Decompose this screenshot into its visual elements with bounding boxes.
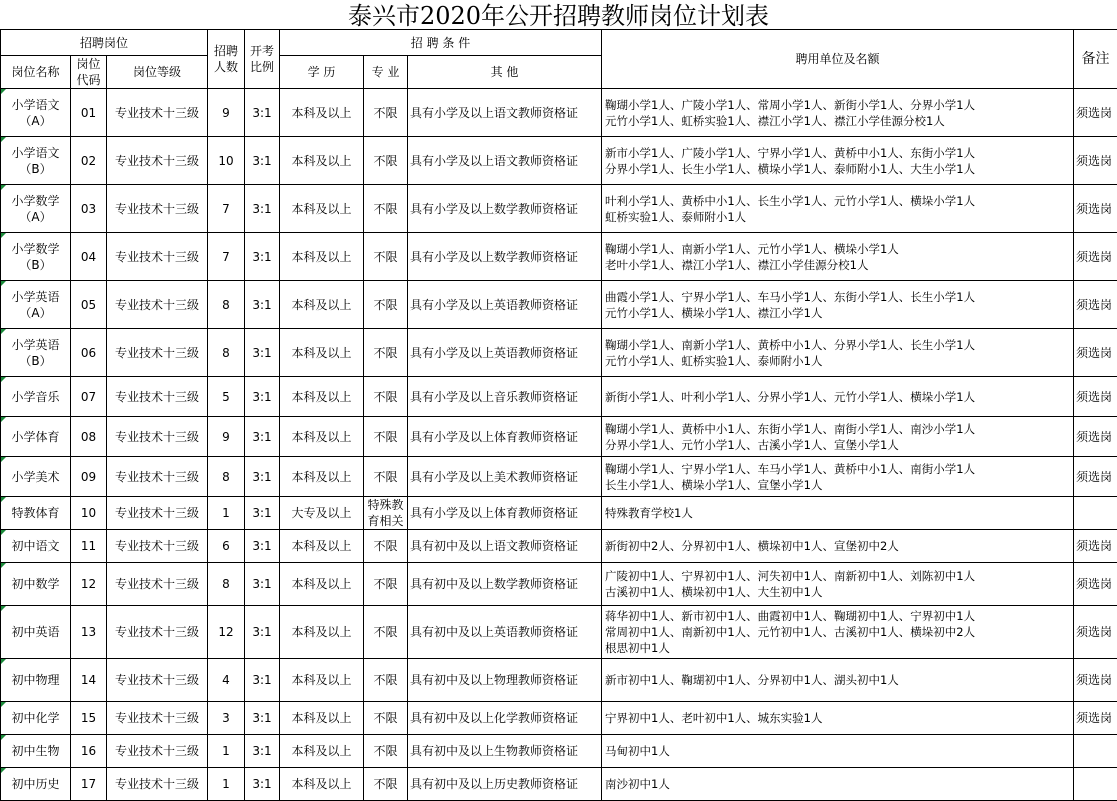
hire-count-cell: 6: [208, 530, 245, 563]
header-other: 其 他: [408, 56, 602, 89]
position-name-cell: 初中化学: [1, 702, 71, 735]
major-requirement-cell: 特殊教 育相关: [364, 497, 408, 530]
position-code-cell: 15: [71, 702, 107, 735]
employer-units-cell: 鞠瑚小学1人、宁界小学1人、车马小学1人、黄桥中小1人、南街小学1人 长生小学1人、横垛小学1人、宣堡小学1人: [602, 457, 1074, 497]
other-requirement-cell: 具有初中及以上生物教师资格证: [408, 735, 602, 768]
remark-cell: 须选岗: [1074, 185, 1117, 233]
position-name-cell: 初中生物: [1, 735, 71, 768]
other-requirement-cell: 具有小学及以上英语教师资格证: [408, 281, 602, 329]
position-name-cell: 初中物理: [1, 659, 71, 702]
hire-count-cell: 5: [208, 377, 245, 417]
education-requirement-cell: 本科及以上: [280, 563, 364, 606]
position-level-cell: 专业技术十三级: [107, 185, 208, 233]
exam-ratio-cell: 3:1: [245, 89, 280, 137]
remark-cell: 须选岗: [1074, 281, 1117, 329]
hire-count-cell: 1: [208, 735, 245, 768]
education-requirement-cell: 本科及以上: [280, 377, 364, 417]
hire-count-cell: 8: [208, 563, 245, 606]
other-requirement-cell: 具有小学及以上数学教师资格证: [408, 185, 602, 233]
header-position-level: 岗位等级: [107, 56, 208, 89]
major-requirement-cell: 不限: [364, 89, 408, 137]
education-requirement-cell: 本科及以上: [280, 530, 364, 563]
major-requirement-cell: 不限: [364, 563, 408, 606]
other-requirement-cell: 具有小学及以上语文教师资格证: [408, 137, 602, 185]
position-name-cell: 小学英语 （B）: [1, 329, 71, 377]
education-requirement-cell: 本科及以上: [280, 281, 364, 329]
hire-count-cell: 4: [208, 659, 245, 702]
position-name-cell: 小学体育: [1, 417, 71, 457]
remark-cell: 须选岗: [1074, 89, 1117, 137]
employer-units-cell: 新市初中1人、鞠瑚初中1人、分界初中1人、湖头初中1人: [602, 659, 1074, 702]
exam-ratio-cell: 3:1: [245, 530, 280, 563]
position-level-cell: 专业技术十三级: [107, 530, 208, 563]
remark-cell: 须选岗: [1074, 377, 1117, 417]
education-requirement-cell: 本科及以上: [280, 659, 364, 702]
exam-ratio-cell: 3:1: [245, 281, 280, 329]
position-name-cell: 小学美术: [1, 457, 71, 497]
other-requirement-cell: 具有初中及以上数学教师资格证: [408, 563, 602, 606]
position-code-cell: 09: [71, 457, 107, 497]
major-requirement-cell: 不限: [364, 281, 408, 329]
hire-count-cell: 10: [208, 137, 245, 185]
remark-cell: 须选岗: [1074, 702, 1117, 735]
exam-ratio-cell: 3:1: [245, 735, 280, 768]
other-requirement-cell: 具有小学及以上语文教师资格证: [408, 89, 602, 137]
position-level-cell: 专业技术十三级: [107, 735, 208, 768]
remark-cell: [1074, 735, 1117, 768]
other-requirement-cell: 具有小学及以上体育教师资格证: [408, 417, 602, 457]
employer-units-cell: 鞠瑚小学1人、黄桥中小1人、东街小学1人、南街小学1人、南沙小学1人 分界小学1人、元竹小学1人、古溪小学1人、宣堡小学1人: [602, 417, 1074, 457]
position-code-cell: 11: [71, 530, 107, 563]
hire-count-cell: 8: [208, 329, 245, 377]
recruitment-plan-table: [0, 29, 1117, 801]
header-position-code: 岗位 代码: [71, 56, 107, 89]
table-row: [1, 233, 1117, 281]
education-requirement-cell: 本科及以上: [280, 457, 364, 497]
header-recruitment-conditions: 招 聘 条 件: [280, 30, 602, 56]
exam-ratio-cell: 3:1: [245, 563, 280, 606]
major-requirement-cell: 不限: [364, 735, 408, 768]
hire-count-cell: 8: [208, 457, 245, 497]
remark-cell: 须选岗: [1074, 606, 1117, 659]
education-requirement-cell: 本科及以上: [280, 417, 364, 457]
position-level-cell: 专业技术十三级: [107, 606, 208, 659]
position-code-cell: 06: [71, 329, 107, 377]
position-code-cell: 10: [71, 497, 107, 530]
employer-units-cell: 特殊教育学校1人: [602, 497, 1074, 530]
position-name-cell: 特教体育: [1, 497, 71, 530]
table-row: [1, 457, 1117, 497]
hire-count-cell: 3: [208, 702, 245, 735]
other-requirement-cell: 具有小学及以上数学教师资格证: [408, 233, 602, 281]
employer-units-cell: 新街初中2人、分界初中1人、横垛初中1人、宣堡初中2人: [602, 530, 1074, 563]
position-name-cell: 初中历史: [1, 768, 71, 801]
position-code-cell: 08: [71, 417, 107, 457]
position-code-cell: 02: [71, 137, 107, 185]
exam-ratio-cell: 3:1: [245, 606, 280, 659]
remark-cell: 须选岗: [1074, 137, 1117, 185]
remark-cell: 须选岗: [1074, 659, 1117, 702]
table-row: [1, 702, 1117, 735]
position-level-cell: 专业技术十三级: [107, 417, 208, 457]
position-code-cell: 16: [71, 735, 107, 768]
position-name-cell: 小学数学 （A）: [1, 185, 71, 233]
hire-count-cell: 7: [208, 185, 245, 233]
position-name-cell: 初中语文: [1, 530, 71, 563]
position-name-cell: 小学英语 （A）: [1, 281, 71, 329]
remark-cell: 须选岗: [1074, 563, 1117, 606]
education-requirement-cell: 本科及以上: [280, 702, 364, 735]
position-level-cell: 专业技术十三级: [107, 281, 208, 329]
position-level-cell: 专业技术十三级: [107, 702, 208, 735]
other-requirement-cell: 具有小学及以上英语教师资格证: [408, 329, 602, 377]
major-requirement-cell: 不限: [364, 137, 408, 185]
position-level-cell: 专业技术十三级: [107, 377, 208, 417]
position-code-cell: 13: [71, 606, 107, 659]
header-exam-ratio: 开考 比例: [245, 30, 280, 89]
table-row: [1, 281, 1117, 329]
major-requirement-cell: 不限: [364, 377, 408, 417]
education-requirement-cell: 本科及以上: [280, 137, 364, 185]
employer-units-cell: 南沙初中1人: [602, 768, 1074, 801]
employer-units-cell: 宁界初中1人、老叶初中1人、城东实验1人: [602, 702, 1074, 735]
position-level-cell: 专业技术十三级: [107, 457, 208, 497]
education-requirement-cell: 本科及以上: [280, 606, 364, 659]
position-code-cell: 12: [71, 563, 107, 606]
header-major: 专 业: [364, 56, 408, 89]
exam-ratio-cell: 3:1: [245, 497, 280, 530]
position-name-cell: 小学语文 （A）: [1, 89, 71, 137]
hire-count-cell: 9: [208, 417, 245, 457]
education-requirement-cell: 本科及以上: [280, 89, 364, 137]
position-level-cell: 专业技术十三级: [107, 137, 208, 185]
employer-units-cell: 广陵初中1人、宁界初中1人、河失初中1人、南新初中1人、刘陈初中1人 古溪初中1人、横垛初中1人、大生初中1人: [602, 563, 1074, 606]
position-name-cell: 小学数学 （B）: [1, 233, 71, 281]
employer-units-cell: 叶利小学1人、黄桥中小1人、长生小学1人、元竹小学1人、横垛小学1人 虹桥实验1人、泰师附小1人: [602, 185, 1074, 233]
major-requirement-cell: 不限: [364, 659, 408, 702]
position-name-cell: 小学音乐: [1, 377, 71, 417]
major-requirement-cell: 不限: [364, 530, 408, 563]
hire-count-cell: 12: [208, 606, 245, 659]
position-level-cell: 专业技术十三级: [107, 563, 208, 606]
table-row: [1, 417, 1117, 457]
remark-cell: 须选岗: [1074, 457, 1117, 497]
other-requirement-cell: 具有初中及以上英语教师资格证: [408, 606, 602, 659]
position-code-cell: 03: [71, 185, 107, 233]
hire-count-cell: 9: [208, 89, 245, 137]
major-requirement-cell: 不限: [364, 233, 408, 281]
position-level-cell: 专业技术十三级: [107, 497, 208, 530]
other-requirement-cell: 具有初中及以上语文教师资格证: [408, 530, 602, 563]
hire-count-cell: 1: [208, 497, 245, 530]
table-row: [1, 659, 1117, 702]
other-requirement-cell: 具有小学及以上美术教师资格证: [408, 457, 602, 497]
table-row: [1, 563, 1117, 606]
hire-count-cell: 8: [208, 281, 245, 329]
education-requirement-cell: 本科及以上: [280, 735, 364, 768]
exam-ratio-cell: 3:1: [245, 659, 280, 702]
remark-cell: 须选岗: [1074, 329, 1117, 377]
header-recruitment-position: 招聘岗位: [1, 30, 208, 56]
employer-units-cell: 新街小学1人、叶利小学1人、分界小学1人、元竹小学1人、横垛小学1人: [602, 377, 1074, 417]
major-requirement-cell: 不限: [364, 606, 408, 659]
position-level-cell: 专业技术十三级: [107, 768, 208, 801]
remark-cell: [1074, 768, 1117, 801]
table-row: [1, 377, 1117, 417]
employer-units-cell: 马甸初中1人: [602, 735, 1074, 768]
table-row: [1, 497, 1117, 530]
remark-cell: [1074, 497, 1117, 530]
employer-units-cell: 新市小学1人、广陵小学1人、宁界小学1人、黄桥中小1人、东街小学1人 分界小学1人、长生小学1人、横垛小学1人、泰师附小1人、大生小学1人: [602, 137, 1074, 185]
position-code-cell: 07: [71, 377, 107, 417]
employer-units-cell: 鞠瑚小学1人、南新小学1人、元竹小学1人、横垛小学1人 老叶小学1人、襟江小学1人、襟江小学佳源分校1人: [602, 233, 1074, 281]
position-level-cell: 专业技术十三级: [107, 233, 208, 281]
remark-cell: 须选岗: [1074, 417, 1117, 457]
exam-ratio-cell: 3:1: [245, 702, 280, 735]
other-requirement-cell: 具有小学及以上体育教师资格证: [408, 497, 602, 530]
hire-count-cell: 7: [208, 233, 245, 281]
position-code-cell: 14: [71, 659, 107, 702]
table-row: [1, 89, 1117, 137]
exam-ratio-cell: 3:1: [245, 768, 280, 801]
position-code-cell: 05: [71, 281, 107, 329]
other-requirement-cell: 具有初中及以上物理教师资格证: [408, 659, 602, 702]
table-row: [1, 530, 1117, 563]
position-code-cell: 04: [71, 233, 107, 281]
position-level-cell: 专业技术十三级: [107, 659, 208, 702]
employer-units-cell: 蒋华初中1人、新市初中1人、曲霞初中1人、鞠瑚初中1人、宁界初中1人 常周初中1人、南新初中1人、元竹初中1人、古溪初中1人、横垛初中2人 根思初中1人: [602, 606, 1074, 659]
major-requirement-cell: 不限: [364, 185, 408, 233]
exam-ratio-cell: 3:1: [245, 329, 280, 377]
exam-ratio-cell: 3:1: [245, 457, 280, 497]
position-name-cell: 小学语文 （B）: [1, 137, 71, 185]
education-requirement-cell: 本科及以上: [280, 233, 364, 281]
other-requirement-cell: 具有初中及以上化学教师资格证: [408, 702, 602, 735]
education-requirement-cell: 本科及以上: [280, 329, 364, 377]
table-row: [1, 606, 1117, 659]
exam-ratio-cell: 3:1: [245, 377, 280, 417]
education-requirement-cell: 本科及以上: [280, 768, 364, 801]
major-requirement-cell: 不限: [364, 702, 408, 735]
major-requirement-cell: 不限: [364, 457, 408, 497]
employer-units-cell: 曲霞小学1人、宁界小学1人、车马小学1人、东街小学1人、长生小学1人 元竹小学1人、横垛小学1人、襟江小学1人: [602, 281, 1074, 329]
header-remarks: 备注: [1074, 30, 1117, 89]
remark-cell: 须选岗: [1074, 233, 1117, 281]
header-education: 学 历: [280, 56, 364, 89]
position-code-cell: 17: [71, 768, 107, 801]
page-title: 泰兴市2020年公开招聘教师岗位计划表: [0, 0, 1117, 29]
position-name-cell: 初中数学: [1, 563, 71, 606]
position-code-cell: 01: [71, 89, 107, 137]
position-level-cell: 专业技术十三级: [107, 329, 208, 377]
table-row: [1, 137, 1117, 185]
exam-ratio-cell: 3:1: [245, 417, 280, 457]
table-row: [1, 735, 1117, 768]
remark-cell: 须选岗: [1074, 530, 1117, 563]
exam-ratio-cell: 3:1: [245, 185, 280, 233]
position-name-cell: 初中英语: [1, 606, 71, 659]
major-requirement-cell: 不限: [364, 329, 408, 377]
hire-count-cell: 1: [208, 768, 245, 801]
employer-units-cell: 鞠瑚小学1人、广陵小学1人、常周小学1人、新街小学1人、分界小学1人 元竹小学1人、虹桥实验1人、襟江小学1人、襟江小学佳源分校1人: [602, 89, 1074, 137]
major-requirement-cell: 不限: [364, 768, 408, 801]
employer-units-cell: 鞠瑚小学1人、南新小学1人、黄桥中小1人、分界小学1人、长生小学1人 元竹小学1人、虹桥实验1人、泰师附小1人: [602, 329, 1074, 377]
major-requirement-cell: 不限: [364, 417, 408, 457]
education-requirement-cell: 大专及以上: [280, 497, 364, 530]
table-row: [1, 768, 1117, 801]
other-requirement-cell: 具有小学及以上音乐教师资格证: [408, 377, 602, 417]
header-hire-count: 招聘 人数: [208, 30, 245, 89]
education-requirement-cell: 本科及以上: [280, 185, 364, 233]
position-level-cell: 专业技术十三级: [107, 89, 208, 137]
header-position-name: 岗位名称: [1, 56, 71, 89]
exam-ratio-cell: 3:1: [245, 137, 280, 185]
exam-ratio-cell: 3:1: [245, 233, 280, 281]
table-row: [1, 329, 1117, 377]
table-row: [1, 185, 1117, 233]
header-employer-units: 聘用单位及名额: [602, 30, 1074, 89]
other-requirement-cell: 具有初中及以上历史教师资格证: [408, 768, 602, 801]
